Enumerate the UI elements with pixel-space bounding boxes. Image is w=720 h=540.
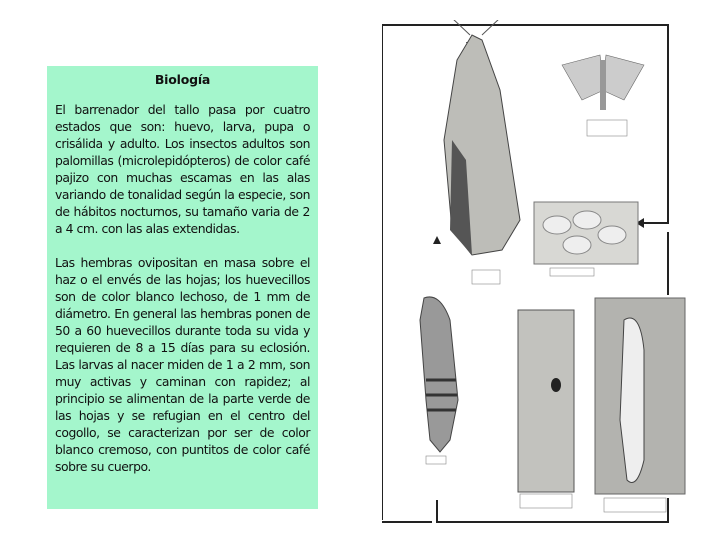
paragraph-life-cycle: El barrenador del tallo pasa por cuatro estados que son: huevo, larva, pupa o crisálida y adulto. Los insectos adultos son palomillas (microlepidópteros) de color café pajizo con muchas escamas en las alas variando de tonalidad según la especie, son de hábitos nocturnos, su tamaño varia de 2 a 4 cm. con las alas extendidas. (55, 102, 310, 236)
larva-in-stem (595, 298, 685, 512)
pupa (420, 297, 458, 464)
perforated-stem (518, 310, 574, 508)
section-title: Biología (154, 72, 211, 87)
paragraph-eggs-larvae: Las hembras ovipositan en masa sobre el haz o el envés de las hojas; los huevecillos son de color blanco lechoso, de 1 mm de diámetro. En general las hembras ponen de 50 a 60 huevecillos durante toda su vida y requieren de 8 a 15 días para su eclosión. Las larvas al nacer miden de 1 a 2 mm, son muy activas y caminan con rapidez; al principio se alimentan de la parte verde de las hojas y se refugian en el centro del cogollo, se caracterizan por ser de color blanco cremoso, con puntitos de color café sobre su cuerpo. (55, 255, 310, 474)
egg-mass (534, 202, 638, 276)
biology-text-box (47, 66, 318, 509)
adult-moth-resting (444, 20, 520, 284)
arrow-head-icon (433, 236, 441, 244)
adult-moth-spread (562, 55, 644, 136)
life-cycle-illustration (382, 20, 702, 530)
